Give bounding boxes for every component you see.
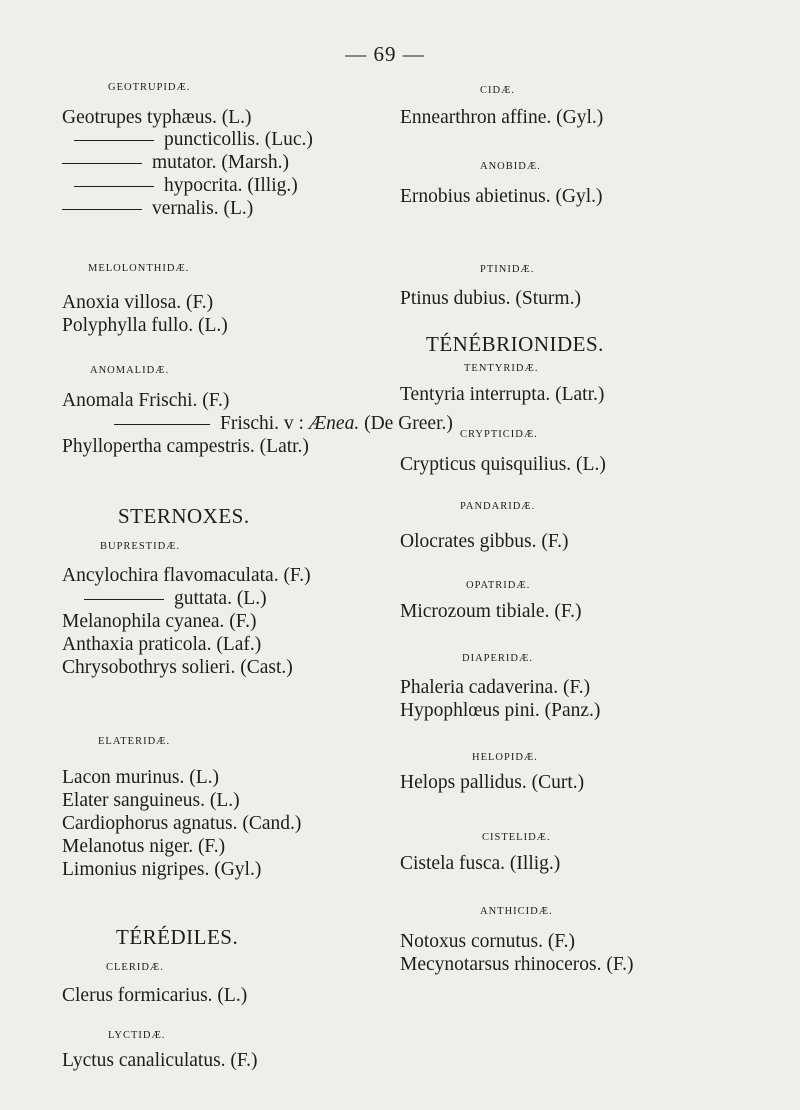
family-heading: HELOPIDÆ. bbox=[472, 752, 538, 763]
species-entry: Hypophlœus pini. (Panz.) bbox=[400, 700, 601, 721]
species-entry: Anoxia villosa. (F.) bbox=[62, 292, 214, 313]
section-heading: STERNOXES. bbox=[118, 504, 250, 528]
species-entry: Clerus formicarius. (L.) bbox=[62, 985, 248, 1006]
section-heading: TÉNÉBRIONIDES. bbox=[426, 332, 604, 356]
species-entry: Olocrates gibbus. (F.) bbox=[400, 531, 569, 552]
species-entry: Polyphylla fullo. (L.) bbox=[62, 315, 228, 336]
family-heading: OPATRIDÆ. bbox=[466, 580, 531, 591]
species-entry: Cistela fusca. (Illig.) bbox=[400, 853, 561, 874]
species-entry: Ernobius abietinus. (Gyl.) bbox=[400, 186, 603, 207]
species-entry: Helops pallidus. (Curt.) bbox=[400, 772, 585, 793]
species-entry: Elater sanguineus. (L.) bbox=[62, 790, 240, 811]
family-heading: ANTHICIDÆ. bbox=[480, 906, 553, 917]
species-entry: Phaleria cadaverina. (F.) bbox=[400, 677, 591, 698]
family-heading: BUPRESTIDÆ. bbox=[100, 541, 181, 552]
family-heading: CRYPTICIDÆ. bbox=[460, 429, 538, 440]
species-entry: Ancylochira flavomaculata. (F.) bbox=[62, 565, 311, 586]
species-entry: hypocrita. (Illig.) bbox=[62, 175, 298, 197]
family-heading: MELOLONTHIDÆ. bbox=[88, 263, 190, 274]
family-heading: TENTYRIDÆ. bbox=[464, 363, 539, 374]
family-heading: ANOMALIDÆ. bbox=[90, 365, 170, 376]
species-entry: Melanotus niger. (F.) bbox=[62, 836, 226, 857]
family-heading: PTINIDÆ. bbox=[480, 264, 535, 275]
section-heading: TÉRÉDILES. bbox=[116, 925, 239, 949]
species-entry: guttata. (L.) bbox=[62, 588, 267, 610]
species-entry: Limonius nigripes. (Gyl.) bbox=[62, 859, 262, 880]
family-heading: CIDÆ. bbox=[480, 85, 516, 96]
species-entry: Anthaxia praticola. (Laf.) bbox=[62, 634, 262, 655]
family-heading: ELATERIDÆ. bbox=[98, 736, 171, 747]
species-entry: Melanophila cyanea. (F.) bbox=[62, 611, 257, 632]
family-heading: CISTELIDÆ. bbox=[482, 832, 551, 843]
species-entry: Phyllopertha campestris. (Latr.) bbox=[62, 436, 309, 457]
species-entry: mutator. (Marsh.) bbox=[62, 152, 289, 174]
family-heading: DIAPERIDÆ. bbox=[462, 653, 533, 664]
family-heading: CLERIDÆ. bbox=[106, 962, 164, 973]
species-entry: Crypticus quisquilius. (L.) bbox=[400, 454, 606, 475]
species-entry: Chrysobothrys solieri. (Cast.) bbox=[62, 657, 293, 678]
species-entry: Mecynotarsus rhinoceros. (F.) bbox=[400, 954, 634, 975]
species-entry: Ptinus dubius. (Sturm.) bbox=[400, 288, 581, 309]
species-entry: Notoxus cornutus. (F.) bbox=[400, 931, 576, 952]
species-entry: Ennearthron affine. (Gyl.) bbox=[400, 107, 604, 128]
species-entry: Anomala Frischi. (F.) bbox=[62, 390, 230, 411]
species-entry: puncticollis. (Luc.) bbox=[62, 129, 313, 151]
family-heading: LYCTIDÆ. bbox=[108, 1030, 166, 1041]
species-entry: Lacon murinus. (L.) bbox=[62, 767, 220, 788]
page-number: — 69 — bbox=[345, 42, 425, 66]
species-entry: Tentyria interrupta. (Latr.) bbox=[400, 384, 605, 405]
species-entry: Microzoum tibiale. (F.) bbox=[400, 601, 582, 622]
species-entry: Frischi. v : Ænea. (De Greer.) bbox=[62, 413, 453, 435]
species-entry: Lyctus canaliculatus. (F.) bbox=[62, 1050, 258, 1071]
family-heading: PANDARIDÆ. bbox=[460, 501, 536, 512]
species-entry: vernalis. (L.) bbox=[62, 198, 253, 220]
family-heading: GEOTRUPIDÆ. bbox=[108, 82, 191, 93]
species-entry: Geotrupes typhæus. (L.) bbox=[62, 107, 252, 128]
family-heading: ANOBIDÆ. bbox=[480, 161, 541, 172]
species-entry: Cardiophorus agnatus. (Cand.) bbox=[62, 813, 302, 834]
